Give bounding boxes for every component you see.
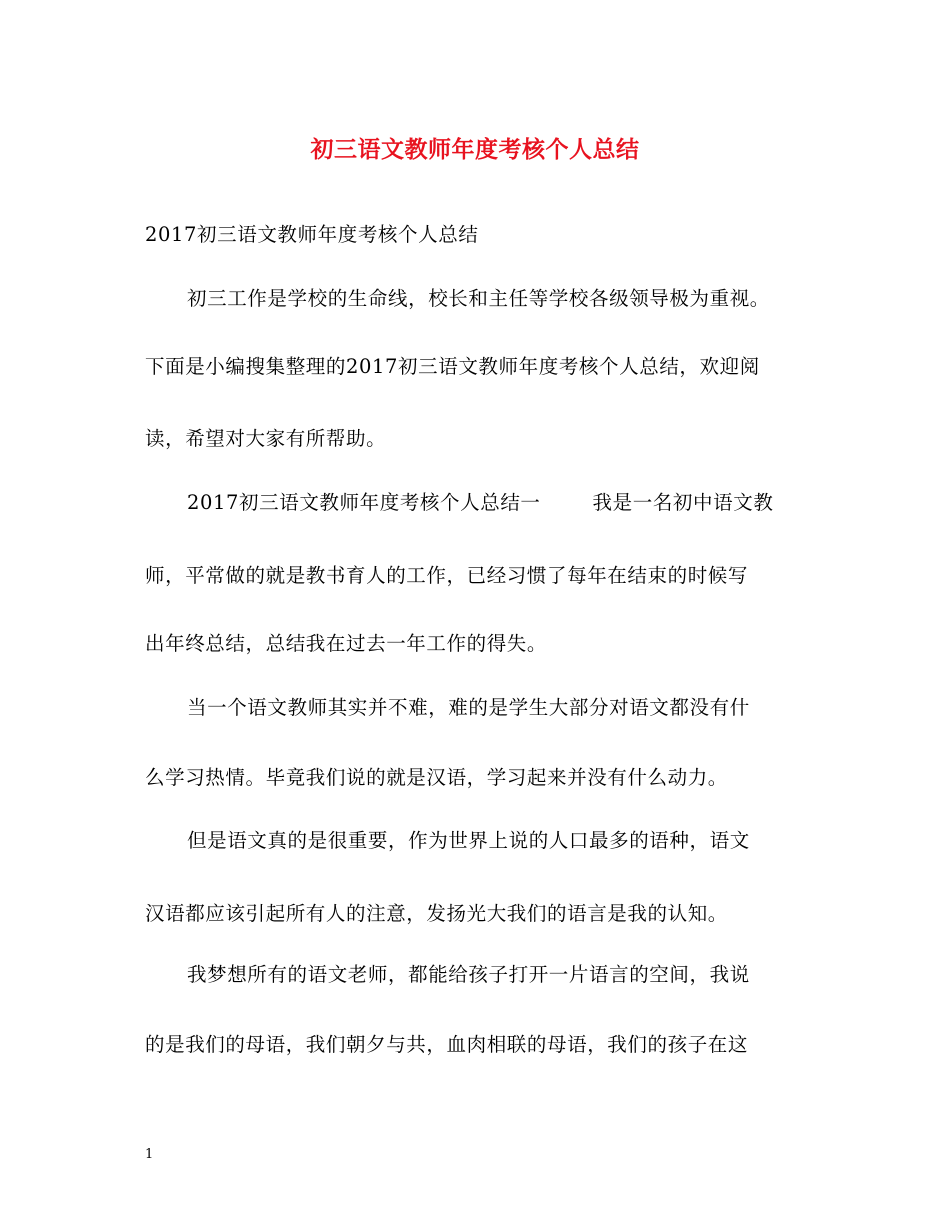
- document-title: 初三语文教师年度考核个人总结: [310, 136, 640, 163]
- paragraph-line: 下面是小编搜集整理的2017初三语文教师年度考核个人总结，欢迎阅: [145, 355, 760, 378]
- paragraph-line: 的是我们的母语，我们朝夕与共，血肉相联的母语，我们的孩子在这: [145, 1033, 749, 1056]
- document-subtitle: 2017初三语文教师年度考核个人总结: [145, 223, 479, 246]
- page-number: 1: [145, 1147, 154, 1162]
- paragraph-line: 初三工作是学校的生命线，校长和主任等学校各级领导极为重视。: [187, 287, 770, 310]
- paragraph-line: [187, 488, 773, 518]
- section-heading: 2017初三语文教师年度考核个人总结一: [187, 491, 541, 514]
- paragraph-text: 我是一名初中语文教: [592, 491, 774, 514]
- paragraph-line: 读，希望对大家有所帮助。: [145, 427, 387, 450]
- paragraph-line: 汉语都应该引起所有人的注意，发扬光大我们的语言是我的认知。: [145, 902, 728, 925]
- paragraph-line: 我梦想所有的语文老师，都能给孩子打开一片语言的空间，我说: [187, 963, 750, 986]
- paragraph-line: 么学习热情。毕竟我们说的就是汉语，学习起来并没有什么动力。: [145, 766, 728, 789]
- paragraph-line: 出年终总结，总结我在过去一年工作的得失。: [145, 632, 548, 655]
- paragraph-line: 但是语文真的是很重要，作为世界上说的人口最多的语种，语文: [187, 829, 750, 852]
- paragraph-line: 师，平常做的就是教书育人的工作，已经习惯了每年在结束的时候写: [145, 564, 749, 587]
- paragraph-line: 当一个语文教师其实并不难，难的是学生大部分对语文都没有什: [187, 696, 750, 719]
